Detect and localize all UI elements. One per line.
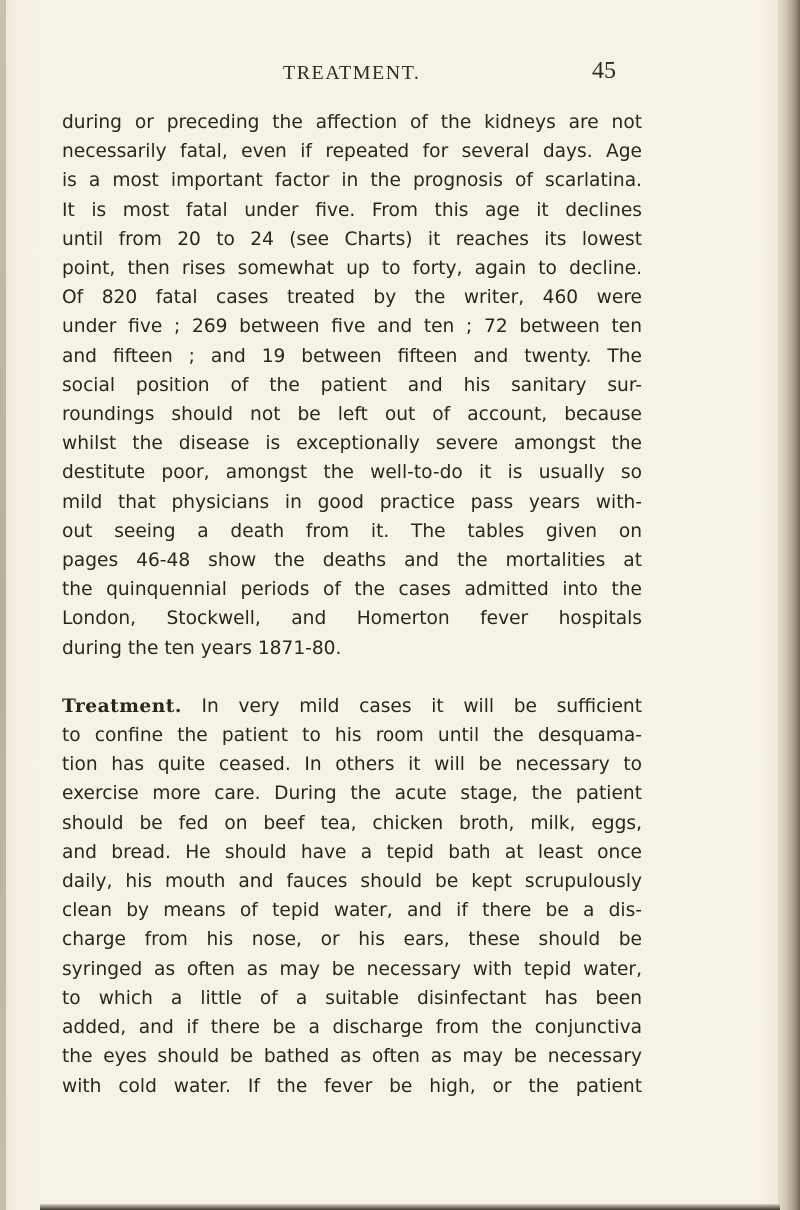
- text-line: to which a little of a suitable disinfectant has been: [62, 987, 642, 1009]
- text-line: should be fed on beef tea, chicken broth, milk, eggs,: [62, 812, 642, 834]
- text-line: and fifteen ; and 19 between fifteen and twenty. The: [62, 345, 642, 367]
- body-text: [62, 108, 642, 1101]
- text-line: the eyes should be bathed as often as may be necessary: [62, 1046, 642, 1068]
- page-number: 45: [592, 58, 616, 84]
- paragraph-treatment: [62, 692, 642, 1101]
- text-line: [62, 692, 642, 721]
- text-line: during the ten years 1871-80.: [62, 637, 342, 659]
- text-line: Of 820 fatal cases treated by the writer, 460 were: [62, 287, 642, 309]
- page-bottom-edge: [40, 1204, 780, 1210]
- text-line-rest: In very mild cases it will be sufficient: [201, 695, 642, 717]
- text-line: under five ; 269 between five and ten ; 72 between ten: [62, 316, 642, 338]
- text-line: to confine the patient to his room until the desquama-: [62, 725, 642, 747]
- text-line: tion has quite ceased. In others it will be necessary to: [62, 754, 642, 776]
- text-line: whilst the disease is exceptionally severe amongst the: [62, 433, 642, 455]
- text-line: exercise more care. During the acute stage, the patient: [62, 783, 642, 805]
- text-line: It is most fatal under five. From this age it declines: [62, 199, 642, 221]
- text-line: mild that physicians in good practice pass years with-: [62, 491, 642, 513]
- paragraph-prognosis: [62, 108, 642, 663]
- text-line: is a most important factor in the prognosis of scarlatina.: [62, 170, 642, 192]
- section-heading-treatment: Treatment.: [62, 695, 182, 717]
- text-line: necessarily fatal, even if repeated for several days. Age: [62, 141, 642, 163]
- text-line: out seeing a death from it. The tables given on: [62, 520, 642, 542]
- text-line: the quinquennial periods of the cases admitted into the: [62, 579, 642, 601]
- text-line: and bread. He should have a tepid bath at least once: [62, 841, 642, 863]
- text-line: added, and if there be a discharge from the conjunctiva: [62, 1017, 642, 1039]
- text-line: with cold water. If the fever be high, or the patient: [62, 1075, 642, 1097]
- text-line: clean by means of tepid water, and if there be a dis-: [62, 900, 642, 922]
- text-line: social position of the patient and his sanitary sur-: [62, 374, 642, 396]
- text-line: pages 46-48 show the deaths and the mortalities at: [62, 550, 642, 572]
- text-line: until from 20 to 24 (see Charts) it reaches its lowest: [62, 228, 642, 250]
- text-line: London, Stockwell, and Homerton fever hospitals: [62, 608, 642, 630]
- text-line: during or preceding the affection of the kidneys are not: [62, 112, 642, 133]
- page-left-edge: [0, 0, 6, 1210]
- page-right-edge: [778, 0, 800, 1210]
- running-head: TREATMENT.: [283, 62, 421, 84]
- text-line: syringed as often as may be necessary with tepid water,: [62, 958, 642, 980]
- text-line: roundings should not be left out of account, because: [62, 404, 642, 426]
- text-line: destitute poor, amongst the well-to-do it is usually so: [62, 462, 642, 484]
- text-line: charge from his nose, or his ears, these should be: [62, 929, 642, 951]
- text-line: point, then rises somewhat up to forty, again to decline.: [62, 258, 642, 280]
- text-line: daily, his mouth and fauces should be kept scrupulously: [62, 871, 642, 893]
- page-header: [0, 56, 800, 96]
